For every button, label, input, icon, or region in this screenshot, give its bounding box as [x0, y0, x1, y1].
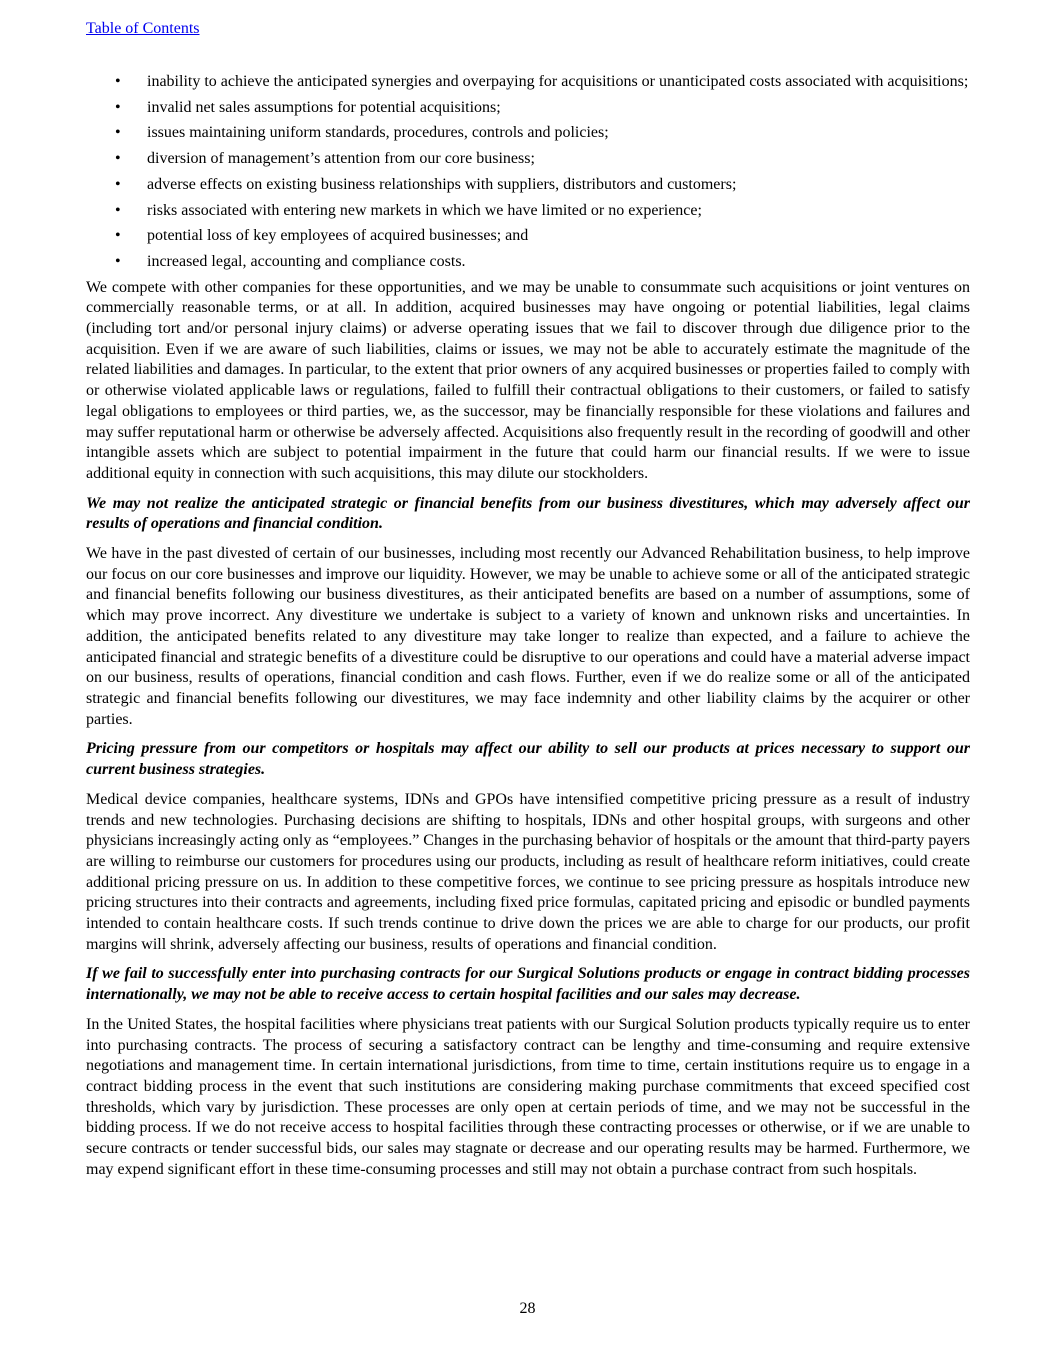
- table-of-contents-link[interactable]: Table of Contents: [86, 20, 200, 37]
- pricing-risk-body: Medical device companies, healthcare systems, IDNs and GPOs have intensified competitive pricing pressure as a result of industry trends and new technologies. Purchasing decisions are shifting to hospitals, IDNs and other hospital groups, with surgeons and other physicians increasingly acting only as “employees.” Changes in the purchasing behavior of hospitals or the amount that third-party payers are willing to reimburse our customers for procedures using our products, including as result of healthcare reform initiatives, could create additional pricing pressure on us. In addition to these competitive forces, we continue to see pricing pressure as hospitals introduce new pricing structures into their contracts and agreements, including fixed price formulas, capitated pricing and episodic or bundled payments intended to contain healthcare costs. If such trends continue to drive down the prices we are able to charge for our products, our profit margins will shrink, adversely affecting our business, results of operations and financial condition.: [86, 790, 970, 953]
- acquisition-risk-list: [86, 72, 970, 273]
- bullet-icon: •: [115, 98, 121, 116]
- list-item: [86, 149, 970, 170]
- bullet-icon: •: [115, 73, 121, 90]
- page-content: [86, 72, 970, 1189]
- bullet-icon: •: [115, 150, 121, 168]
- bullet-icon: •: [115, 124, 121, 142]
- list-item: [86, 98, 970, 119]
- list-item: [86, 123, 970, 144]
- list-item: [86, 226, 970, 247]
- bullet-icon: •: [115, 252, 121, 270]
- acquisitions-paragraph: We compete with other companies for these opportunities, and we may be unable to consummate such acquisitions or joint ventures on commercially reasonable terms, or at all. In addition, acquired businesses may have ongoing or potential liabilities, legal claims (including tort and/or personal injury claims) or adverse operating issues that we fail to discover through due diligence prior to the acquisition. Even if we are aware of such liabilities, claims or issues, we may not be able to accurately estimate the magnitude of the related liabilities and damages. In particular, to the extent that prior owners of any acquired businesses or properties failed to comply with or otherwise violated applicable laws or regulations, failed to fulfill their contractual obligations to their customers, or failed to satisfy legal obligations to employees or third parties, we, as the successor, may be financially responsible for these violations and failures and may suffer reputational harm or otherwise be adversely affected. Acquisitions also frequently result in the recording of goodwill and other intangible assets which are subject to potential impairment in the future that could harm our financial results. If we were to issue additional equity in connection with such acquisitions, this may dilute our stockholders.: [86, 278, 970, 482]
- pricing-risk-heading: Pricing pressure from our competitors or hospitals may affect our ability to sell our products at prices necessary to support our current business strategies.: [86, 740, 970, 779]
- list-item-text: issues maintaining uniform standards, procedures, controls and policies;: [147, 124, 609, 142]
- contracts-risk-body: In the United States, the hospital facilities where physicians treat patients with our Surgical Solution products typically require us to enter into purchasing contracts. The process of securing a satisfactory contract can be lengthy and time-consuming and require extensive negotiations and management time. In certain international jurisdictions, from time to time, certain institutions require us to engage in a contract bidding process in the event that such institutions are considering making purchase commitments that exceed specified cost thresholds, which vary by jurisdiction. These processes are only open at certain periods of time, and we may not be successful in the bidding process. If we do not receive access to hospital facilities through these contracting processes or otherwise, or if we are unable to secure contracts or tender successful bids, our sales may stagnate or decrease and our operating results may be harmed. Furthermore, we may expend significant effort in these time-consuming processes and still may not obtain a purchase contract from such hospitals.: [86, 1015, 970, 1178]
- page-number: 28: [519, 1300, 536, 1317]
- contracts-risk-heading: If we fail to successfully enter into purchasing contracts for our Surgical Solutions products or engage in contract bidding processes internationally, we may not be able to receive access to certain hospital facilities and our sales may decrease.: [86, 965, 970, 1004]
- list-item-text: risks associated with entering new markets in which we have limited or no experience;: [147, 201, 702, 219]
- list-item-text: diversion of management’s attention from our core business;: [147, 150, 535, 168]
- list-item-text: increased legal, accounting and compliance costs.: [147, 252, 466, 270]
- list-item: [86, 175, 970, 196]
- list-item-text: invalid net sales assumptions for potential acquisitions;: [147, 98, 501, 116]
- divestitures-risk-heading: We may not realize the anticipated strategic or financial benefits from our business divestitures, which may adversely affect our results of operations and financial condition.: [86, 494, 970, 533]
- list-item: [86, 72, 970, 93]
- list-item-text: potential loss of key employees of acquired businesses; and: [147, 227, 529, 245]
- list-item: [86, 201, 970, 222]
- list-item: [86, 252, 970, 273]
- divestitures-risk-body: We have in the past divested of certain of our businesses, including most recently our Advanced Rehabilitation business, to help improve our focus on our core businesses and improve our liquidity. However, we may be unable to achieve some or all of the anticipated strategic and financial benefits following our business divestitures, as their anticipated benefits are based on a number of assumptions, some of which may prove incorrect. Any divestiture we undertake is subject to a variety of known and unknown risks and uncertainties. In addition, the anticipated benefits related to any divestiture may take longer to realize than expected, and a failure to achieve the anticipated financial and strategic benefits of a divestiture could be disruptive to our operations and could have a material adverse impact on our business, results of operations, financial condition and cash flows. Further, even if we do realize some or all of the anticipated strategic and financial benefits following our divestitures, we may face indemnity and other liability claims by the acquirer or other parties.: [86, 545, 970, 728]
- bullet-icon: •: [115, 227, 121, 245]
- bullet-icon: •: [115, 175, 121, 193]
- list-item-text: inability to achieve the anticipated synergies and overpaying for acquisitions or unanticipated costs associated with acquisitions;: [147, 73, 969, 90]
- bullet-icon: •: [115, 201, 121, 219]
- list-item-text: adverse effects on existing business relationships with suppliers, distributors and customers;: [147, 175, 737, 193]
